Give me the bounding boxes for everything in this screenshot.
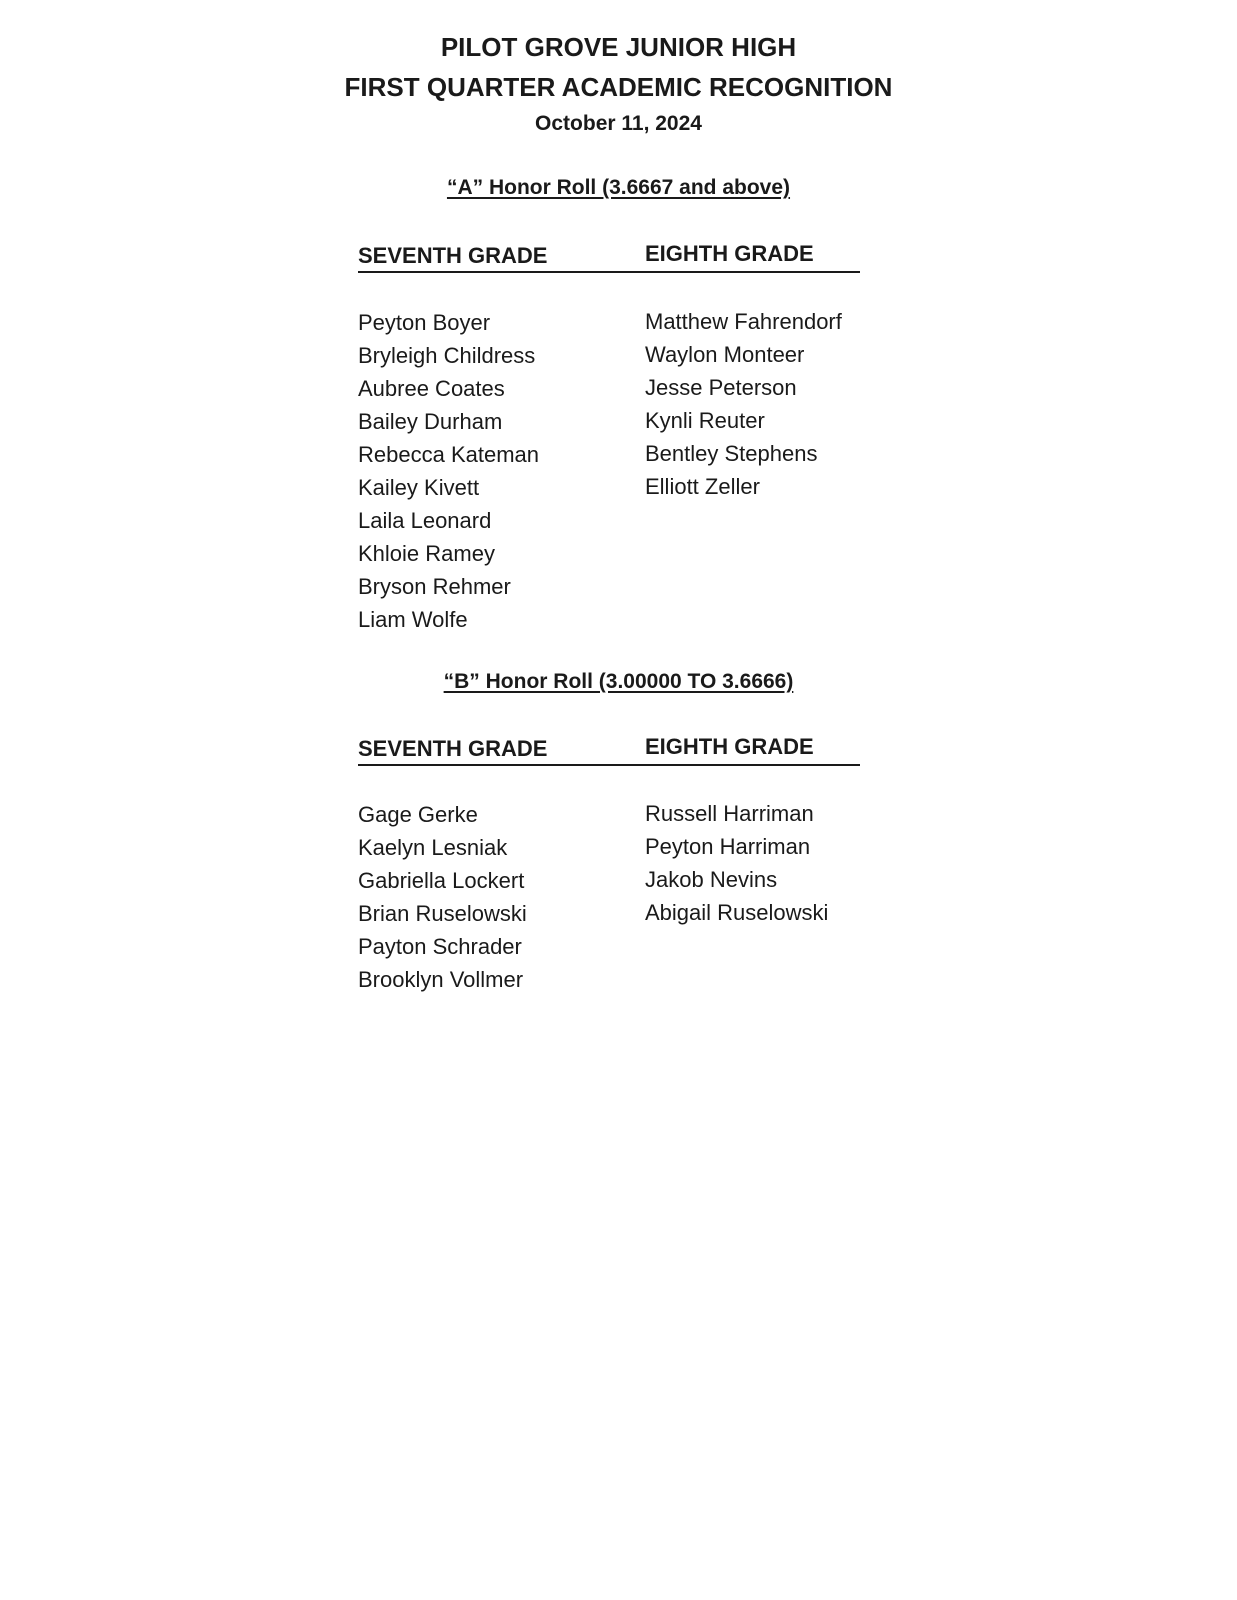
b-roll-grade-header (358, 734, 860, 766)
list-item: Jakob Nevins (645, 867, 778, 892)
list-item: Abigail Ruselowski (645, 900, 829, 925)
list-item: Bryson Rehmer (358, 574, 511, 599)
b-roll-seventh-grade-label: SEVENTH GRADE (358, 736, 548, 761)
list-item: Peyton Harriman (645, 834, 811, 859)
list-item: Bailey Durham (358, 409, 503, 434)
a-roll-seventh-grade-list (358, 306, 539, 636)
list-item: Waylon Monteer (645, 342, 805, 367)
list-item: Aubree Coates (358, 376, 505, 401)
school-name: PILOT GROVE JUNIOR HIGH (440, 32, 797, 62)
list-item: Kynli Reuter (645, 408, 765, 433)
list-item: Laila Leonard (358, 508, 492, 533)
list-item: Gabriella Lockert (358, 868, 525, 893)
a-honor-roll-heading (0, 176, 1237, 200)
list-item: Kaelyn Lesniak (358, 835, 508, 860)
list-item: Rebecca Kateman (358, 442, 539, 467)
list-item: Gage Gerke (358, 802, 478, 827)
list-item: Brooklyn Vollmer (358, 967, 524, 992)
list-item: Bryleigh Childress (358, 343, 536, 368)
list-item: Elliott Zeller (645, 474, 760, 499)
list-item: Jesse Peterson (645, 375, 797, 400)
a-roll-seventh-grade-label: SEVENTH GRADE (358, 243, 548, 268)
list-item: Payton Schrader (358, 934, 522, 959)
list-item: Kailey Kivett (358, 475, 480, 500)
a-roll-eighth-grade-label: EIGHTH GRADE (645, 241, 814, 266)
a-roll-grade-header (358, 241, 860, 273)
b-honor-roll-heading-text: “B” Honor Roll (3.00000 TO 3.6666) (443, 670, 794, 693)
document-title: FIRST QUARTER ACADEMIC RECOGNITION (344, 72, 893, 102)
a-honor-roll-heading-text: “A” Honor Roll (3.6667 and above) (446, 176, 791, 199)
b-honor-roll-heading (0, 670, 1237, 694)
a-roll-eighth-grade-list (645, 305, 842, 503)
b-roll-seventh-grade-list (358, 798, 527, 996)
list-item: Matthew Fahrendorf (645, 309, 842, 334)
list-item: Khloie Ramey (358, 541, 495, 566)
list-item: Russell Harriman (645, 801, 814, 826)
list-item: Bentley Stephens (645, 441, 818, 466)
document-date: October 11, 2024 (535, 112, 702, 135)
b-roll-eighth-grade-label: EIGHTH GRADE (645, 734, 814, 759)
list-item: Brian Ruselowski (358, 901, 527, 926)
list-item: Liam Wolfe (358, 607, 468, 632)
b-roll-eighth-grade-list (645, 797, 828, 929)
list-item: Peyton Boyer (358, 310, 491, 335)
